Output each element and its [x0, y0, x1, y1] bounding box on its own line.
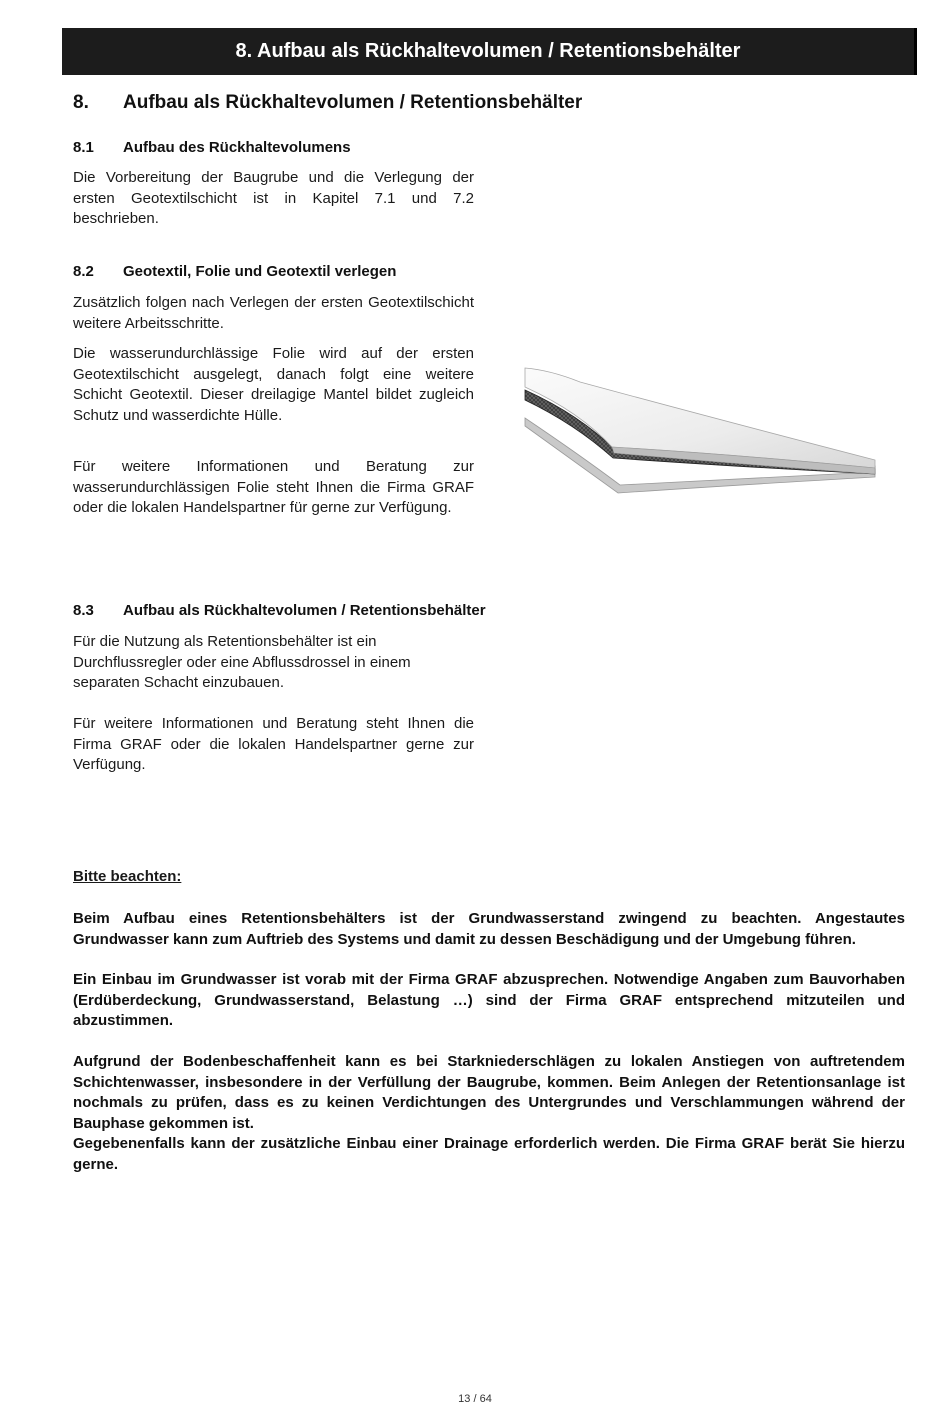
section-8-2-paragraph-2: Die wasserundurchlässige Folie wird auf der ersten Geotextilschicht ausgelegt, danach folgt eine weitere Schicht Geotextil. Dieser dreilagige Mantel bildet zugleich Schutz und wasserdichte Hülle.: [73, 345, 474, 424]
geotextile-foil-layers-illustration: [520, 360, 880, 500]
section-heading-8-2: [73, 263, 396, 280]
section-8-1-paragraph-1: Die Vorbereitung der Baugrube und die Verlegung der ersten Geotextilschicht ist in Kapitel 7.1 und 7.2 beschrieben.: [73, 169, 474, 227]
note-paragraph-4: Gegebenenfalls kann der zusätzliche Einbau einer Drainage erforderlich werden. Die Firma GRAF berät Sie hierzu gerne.: [73, 1135, 905, 1173]
note-paragraph-1: Beim Aufbau eines Retentionsbehälters ist der Grundwasserstand zwingend zu beachten. Angestautes Grundwasser kann zum Auftrieb des Systems und damit zu dessen Beschädigung und der Umgebung führen.: [73, 910, 905, 948]
section-title: Geotextil, Folie und Geotextil verlegen: [123, 263, 397, 280]
chapter-heading: [73, 92, 582, 114]
banner-title: 8. Aufbau als Rückhaltevolumen / Retentionsbehälter: [235, 40, 741, 62]
note-paragraph-3: Aufgrund der Bodenbeschaffenheit kann es bei Starkniederschlägen zu lokalen Anstiegen von auftretendem Schichtenwasser, insbesondere in der Verfüllung der Baugrube, kommen. Beim Anlegen der Retentionsanlage ist nochmals zu prüfen, dass es zu keinen Verdichtungen des Untergrundes und Verschlammungen während der Bauphase gekommen ist.: [73, 1053, 905, 1132]
chapter-title: Aufbau als Rückhaltevolumen / Retentionsbehälter: [123, 92, 583, 113]
section-8-2-paragraph-3: Für weitere Informationen und Beratung zur wasserundurchlässigen Folie steht Ihnen die Firma GRAF oder die lokalen Handelspartner für gerne zur Verfügung.: [73, 458, 474, 516]
page-number: 13 / 64: [458, 1393, 492, 1405]
section-heading-8-1: [73, 139, 351, 156]
section-title: Aufbau des Rückhaltevolumens: [123, 139, 351, 156]
section-heading-8-3: [73, 602, 486, 619]
section-number: 8.2: [73, 263, 94, 280]
note-paragraph-2: Ein Einbau im Grundwasser ist vorab mit der Firma GRAF abzusprechen. Notwendige Angaben zum Bauvorhaben (Erdüberdeckung, Grundwasserstand, Belastung …) sind der Firma GRAF entsprechend mitzuteilen und abzustimmen.: [73, 971, 905, 1029]
section-8-3-paragraph-1: Für die Nutzung als Retentionsbehälter ist ein Durchflussregler oder eine Abflussdrossel in einem separaten Schacht einzubauen.: [73, 633, 411, 691]
section-number: 8.3: [73, 602, 94, 619]
section-number: 8.1: [73, 139, 94, 156]
chapter-number: 8.: [73, 92, 89, 113]
section-8-3-paragraph-2: Für weitere Informationen und Beratung steht Ihnen die Firma GRAF oder die lokalen Handelspartner gerne zur Verfügung.: [73, 715, 474, 773]
note-title: Bitte beachten:: [73, 868, 182, 885]
section-title: Aufbau als Rückhaltevolumen / Retentionsbehälter: [123, 602, 486, 619]
section-8-2-paragraph-1: Zusätzlich folgen nach Verlegen der ersten Geotextilschicht weitere Arbeitsschritte.: [73, 294, 474, 332]
chapter-banner: [62, 28, 917, 75]
